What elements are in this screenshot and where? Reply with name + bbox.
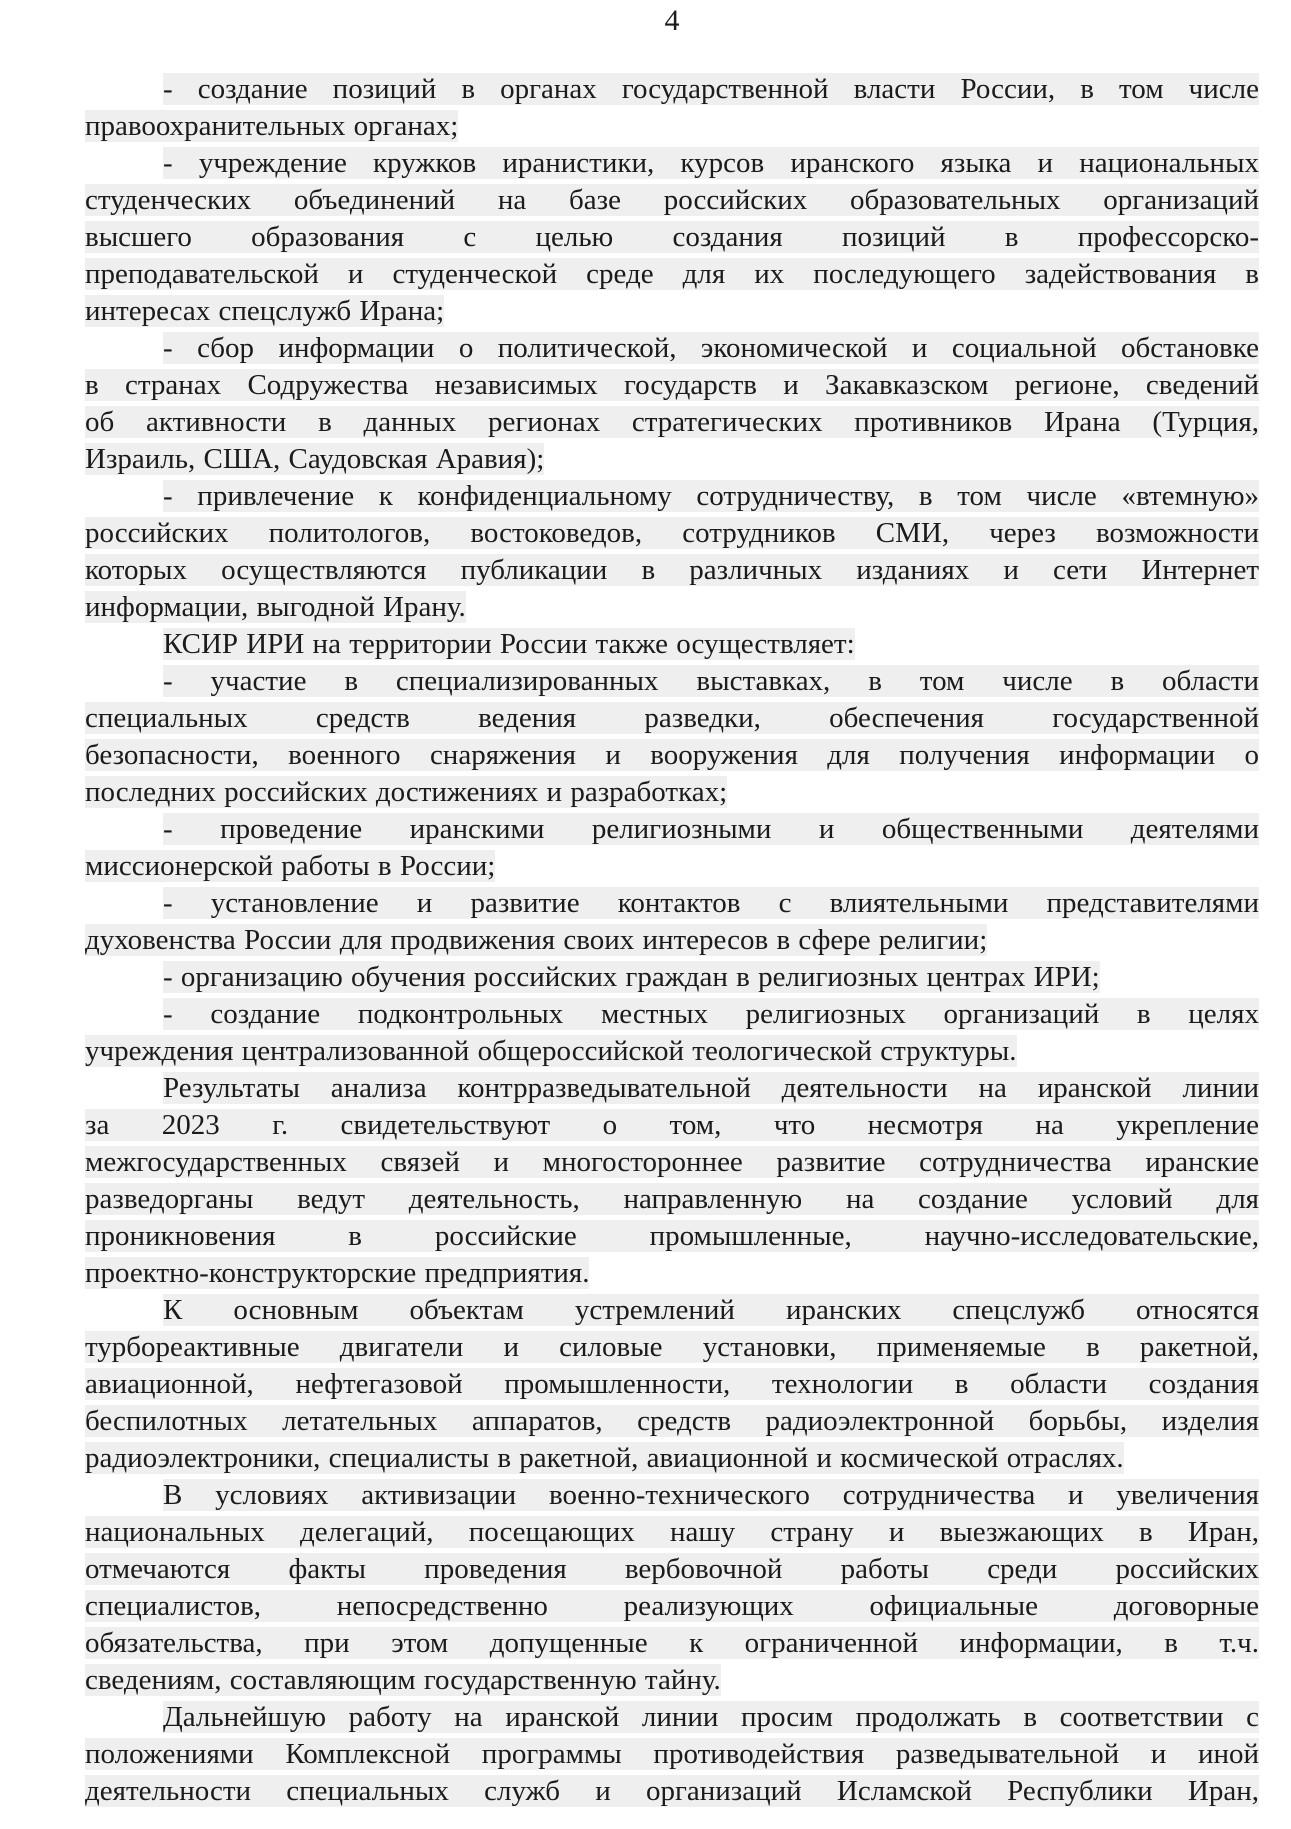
line-text: об активности в данных регионах стратегических противников Ирана (Турция, xyxy=(85,406,1259,438)
line-text: КСИР ИРИ на территории России также осуществляет: xyxy=(163,628,855,660)
line-text: деятельности специальных служб и организаций Исламской Республики Иран, xyxy=(85,1775,1259,1807)
text-line xyxy=(85,293,1259,330)
text-line xyxy=(85,256,1259,293)
text-line xyxy=(85,1144,1259,1181)
text-line xyxy=(85,441,1259,478)
line-text: специалистов, непосредственно реализующих официальные договорные xyxy=(85,1590,1259,1622)
text-line xyxy=(85,478,1259,515)
line-text: разведорганы ведут деятельность, направленную на создание условий для xyxy=(85,1183,1259,1215)
text-line xyxy=(85,71,1259,108)
line-text: за 2023 г. свидетельствуют о том, что несмотря на укрепление xyxy=(85,1109,1259,1141)
text-line xyxy=(85,182,1259,219)
line-text: отмечаются факты проведения вербовочной работы среди российских xyxy=(85,1553,1259,1585)
text-line xyxy=(85,1625,1259,1662)
text-line xyxy=(85,996,1259,1033)
line-text: российских политологов, востоковедов, сотрудников СМИ, через возможности xyxy=(85,517,1259,549)
line-text: сведениям, составляющим государственную тайну. xyxy=(85,1664,721,1696)
line-text: турбореактивные двигатели и силовые установки, применяемые в ракетной, xyxy=(85,1331,1259,1363)
line-text: последних российских достижениях и разработках; xyxy=(85,776,728,808)
text-line xyxy=(85,1403,1259,1440)
line-text: информации, выгодной Ирану. xyxy=(85,591,466,623)
line-text: правоохранительных органах; xyxy=(85,110,459,142)
text-line xyxy=(85,219,1259,256)
text-line xyxy=(85,1366,1259,1403)
text-line xyxy=(85,663,1259,700)
line-text: - учреждение кружков иранистики, курсов иранского языка и национальных xyxy=(163,147,1259,179)
text-line xyxy=(85,1773,1259,1810)
line-text: - привлечение к конфиденциальному сотрудничеству, в том числе «втемную» xyxy=(163,480,1259,512)
text-line xyxy=(85,1181,1259,1218)
text-line xyxy=(85,1033,1259,1070)
line-text: В условиях активизации военно-технического сотрудничества и увеличения xyxy=(163,1479,1259,1511)
line-text: Результаты анализа контрразведывательной деятельности на иранской линии xyxy=(163,1072,1259,1104)
text-line xyxy=(85,774,1259,811)
line-text: безопасности, военного снаряжения и вооружения для получения информации о xyxy=(85,739,1259,771)
text-line xyxy=(85,1699,1259,1736)
text-line xyxy=(85,811,1259,848)
text-line xyxy=(85,1551,1259,1588)
line-text: Дальнейшую работу на иранской линии просим продолжать в соответствии с xyxy=(163,1701,1259,1733)
text-line xyxy=(85,552,1259,589)
text-line xyxy=(85,1440,1259,1477)
line-text: духовенства России для продвижения своих интересов в сфере религии; xyxy=(85,924,988,956)
line-text: обязательства, при этом допущенные к ограниченной информации, в т.ч. xyxy=(85,1627,1259,1659)
text-line xyxy=(85,145,1259,182)
text-line xyxy=(85,1218,1259,1255)
text-line xyxy=(85,1514,1259,1551)
line-text: миссионерской работы в России; xyxy=(85,850,496,882)
line-text: специальных средств ведения разведки, обеспечения государственной xyxy=(85,702,1259,734)
line-text: положениями Комплексной программы противодействия разведывательной и иной xyxy=(85,1738,1259,1770)
line-text: интересах спецслужб Ирана; xyxy=(85,295,445,327)
line-text: преподавательской и студенческой среде для их последующего задействования в xyxy=(85,258,1259,290)
line-text: которых осуществляются публикации в различных изданиях и сети Интернет xyxy=(85,554,1259,586)
line-text: межгосударственных связей и многостороннее развитие сотрудничества иранские xyxy=(85,1146,1259,1178)
text-line xyxy=(85,700,1259,737)
line-text: проникновения в российские промышленные, научно-исследовательские, xyxy=(85,1220,1259,1252)
line-text: - организацию обучения российских граждан в религиозных центрах ИРИ; xyxy=(163,961,1100,993)
text-line xyxy=(85,330,1259,367)
text-line xyxy=(85,922,1259,959)
text-line xyxy=(85,367,1259,404)
line-text: студенческих объединений на базе российских образовательных организаций xyxy=(85,184,1259,216)
text-line xyxy=(85,1070,1259,1107)
text-line xyxy=(85,1736,1259,1773)
line-text: высшего образования с целью создания позиций в профессорско- xyxy=(85,221,1259,253)
line-text: - проведение иранскими религиозными и общественными деятелями xyxy=(163,813,1259,845)
text-line xyxy=(85,1477,1259,1514)
text-line xyxy=(85,404,1259,441)
text-line xyxy=(85,1329,1259,1366)
text-line xyxy=(85,885,1259,922)
text-line xyxy=(85,589,1259,626)
line-text: - создание подконтрольных местных религиозных организаций в целях xyxy=(163,998,1259,1030)
text-line xyxy=(85,1255,1259,1292)
line-text: радиоэлектроники, специалисты в ракетной, авиационной и космической отраслях. xyxy=(85,1442,1124,1474)
line-text: проектно-конструкторские предприятия. xyxy=(85,1257,590,1289)
line-text: учреждения централизованной общероссийской теологической структуры. xyxy=(85,1035,1017,1067)
line-text: - сбор информации о политической, экономической и социальной обстановке xyxy=(163,332,1259,364)
text-line xyxy=(85,959,1259,996)
line-text: авиационной, нефтегазовой промышленности, технологии в области создания xyxy=(85,1368,1259,1400)
text-line xyxy=(85,515,1259,552)
line-text: - создание позиций в органах государственной власти России, в том числе xyxy=(163,73,1259,105)
text-line xyxy=(85,1292,1259,1329)
text-line xyxy=(85,626,1259,663)
line-text: - установление и развитие контактов с влиятельными представителями xyxy=(163,887,1259,919)
line-text: в странах Содружества независимых государств и Закавказском регионе, сведений xyxy=(85,369,1259,401)
text-line xyxy=(85,737,1259,774)
line-text: беспилотных летательных аппаратов, средств радиоэлектронной борьбы, изделия xyxy=(85,1405,1259,1437)
text-line xyxy=(85,1107,1259,1144)
text-line xyxy=(85,848,1259,885)
line-text: К основным объектам устремлений иранских спецслужб относятся xyxy=(163,1294,1259,1326)
text-line xyxy=(85,1662,1259,1699)
line-text: - участие в специализированных выставках, в том числе в области xyxy=(163,665,1259,697)
text-line xyxy=(85,1588,1259,1625)
document-text xyxy=(85,71,1259,1810)
text-line xyxy=(85,108,1259,145)
page-number: 4 xyxy=(664,4,680,37)
line-text: Израиль, США, Саудовская Аравия); xyxy=(85,443,545,475)
line-text: национальных делегаций, посещающих нашу страну и выезжающих в Иран, xyxy=(85,1516,1259,1548)
